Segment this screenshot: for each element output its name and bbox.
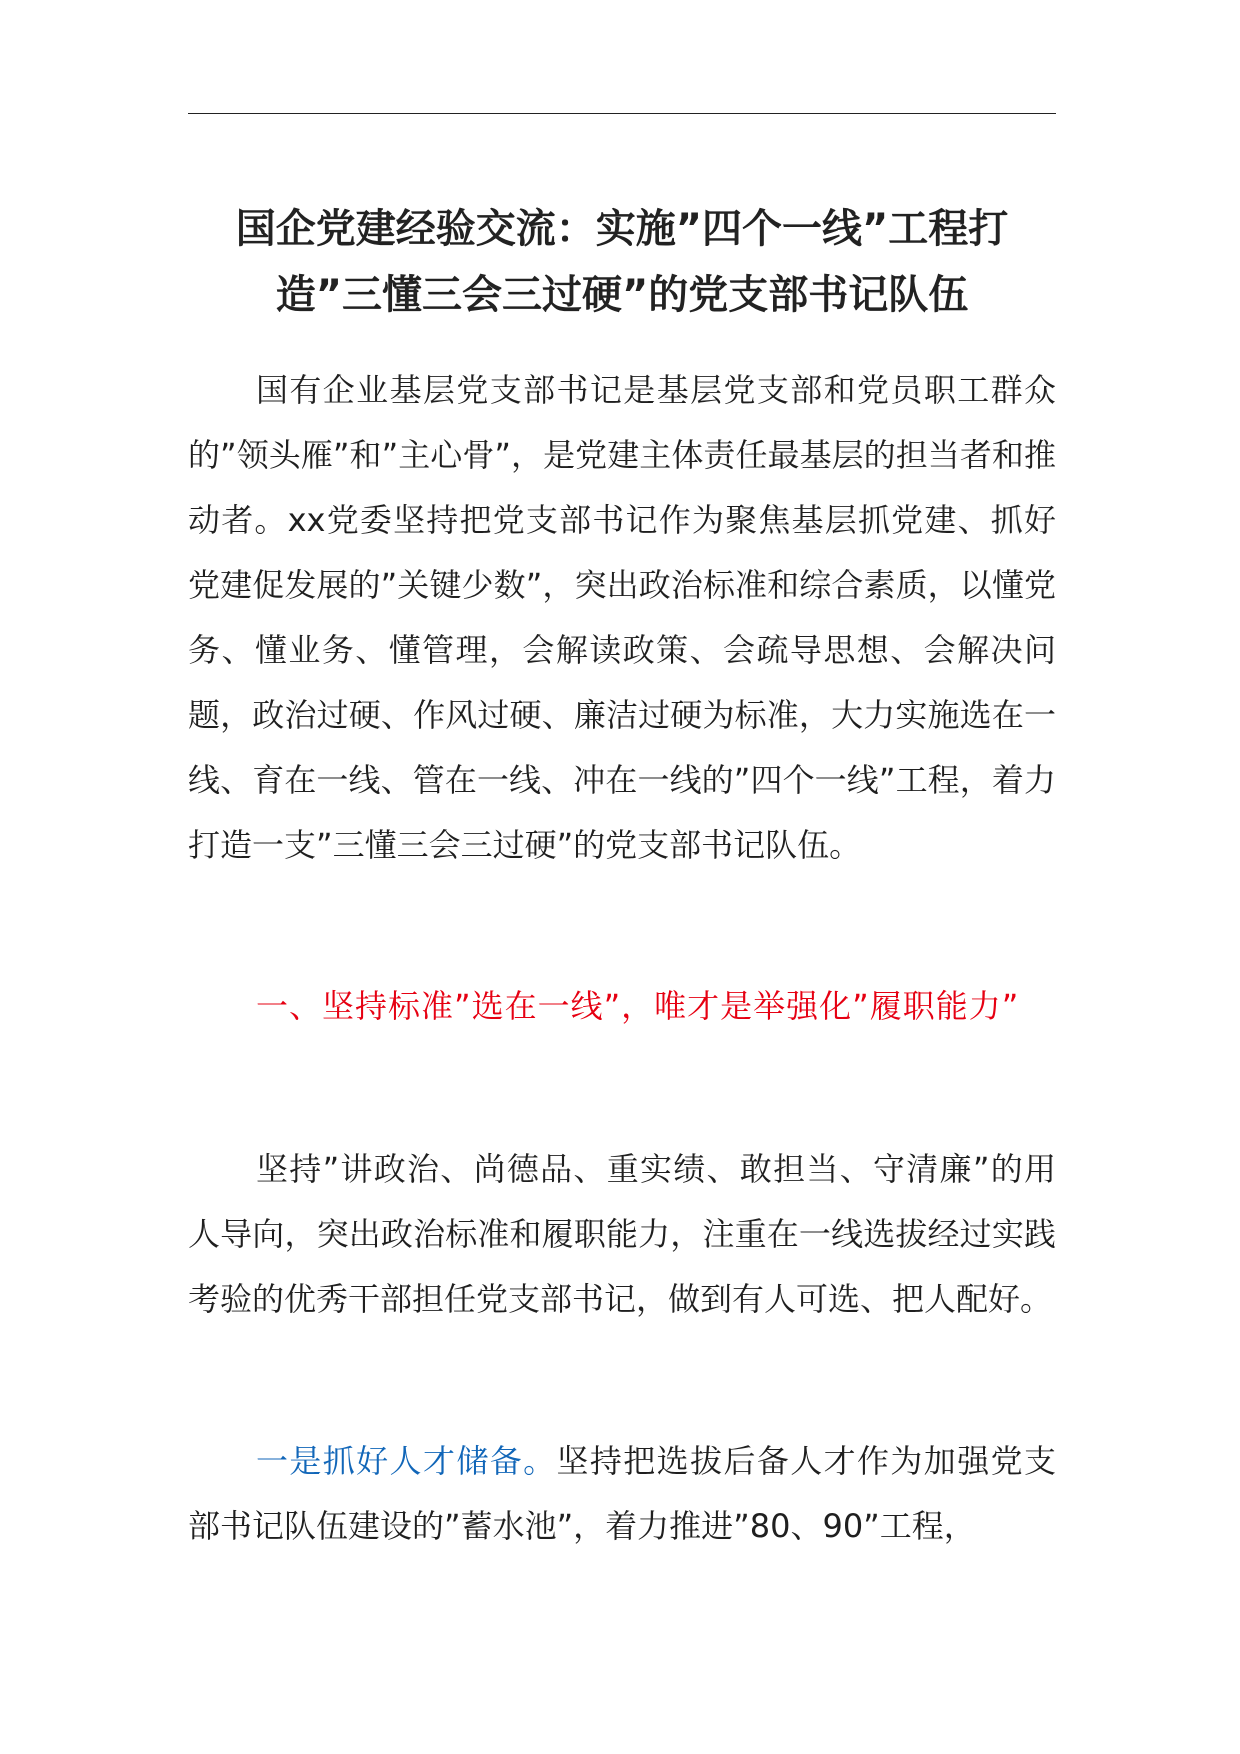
section-1-paragraph: 坚持”讲政治、尚德品、重实绩、敢担当、守清廉”的用人导向，突出政治标准和履职能力，注重在一线选拔经过实践考验的优秀干部担任党支部书记，做到有人可选、把人配好。	[188, 1150, 1056, 1318]
subsection-lead: 一是抓好人才储备。	[256, 1442, 557, 1480]
intro-paragraph: 国有企业基层党支部书记是基层党支部和党员职工群众的”领头雁”和”主心骨”，是党建主体责任最基层的担当者和推动者。xx党委坚持把党支部书记作为聚焦基层抓党建、抓好党建促发展的”关键少数”，突出政治标准和综合素质，以懂党务、懂业务、懂管理，会解读政策、会疏导思想、会解决问题，政治过硬、作风过硬、廉洁过硬为标准，大力实施选在一线、育在一线、管在一线、冲在一线的”四个一线”工程，着力打造一支”三懂三会三过硬”的党支部书记队伍。	[188, 371, 1056, 864]
document-page	[188, 0, 1056, 1754]
header-rule	[188, 113, 1056, 114]
subsection-text: 坚持把选拔后备人才作为加强党支部书记队伍建设的”蓄水池”，着力推进”80、90”工程，	[188, 1442, 1056, 1545]
document-title: 国企党建经验交流：实施”四个一线”工程打造”三懂三会三过硬”的党支部书记队伍	[235, 206, 1009, 318]
section-heading-1: 一、坚持标准”选在一线”，唯才是举强化”履职能力”	[256, 987, 1020, 1025]
subsection-paragraph	[188, 1429, 1056, 1559]
